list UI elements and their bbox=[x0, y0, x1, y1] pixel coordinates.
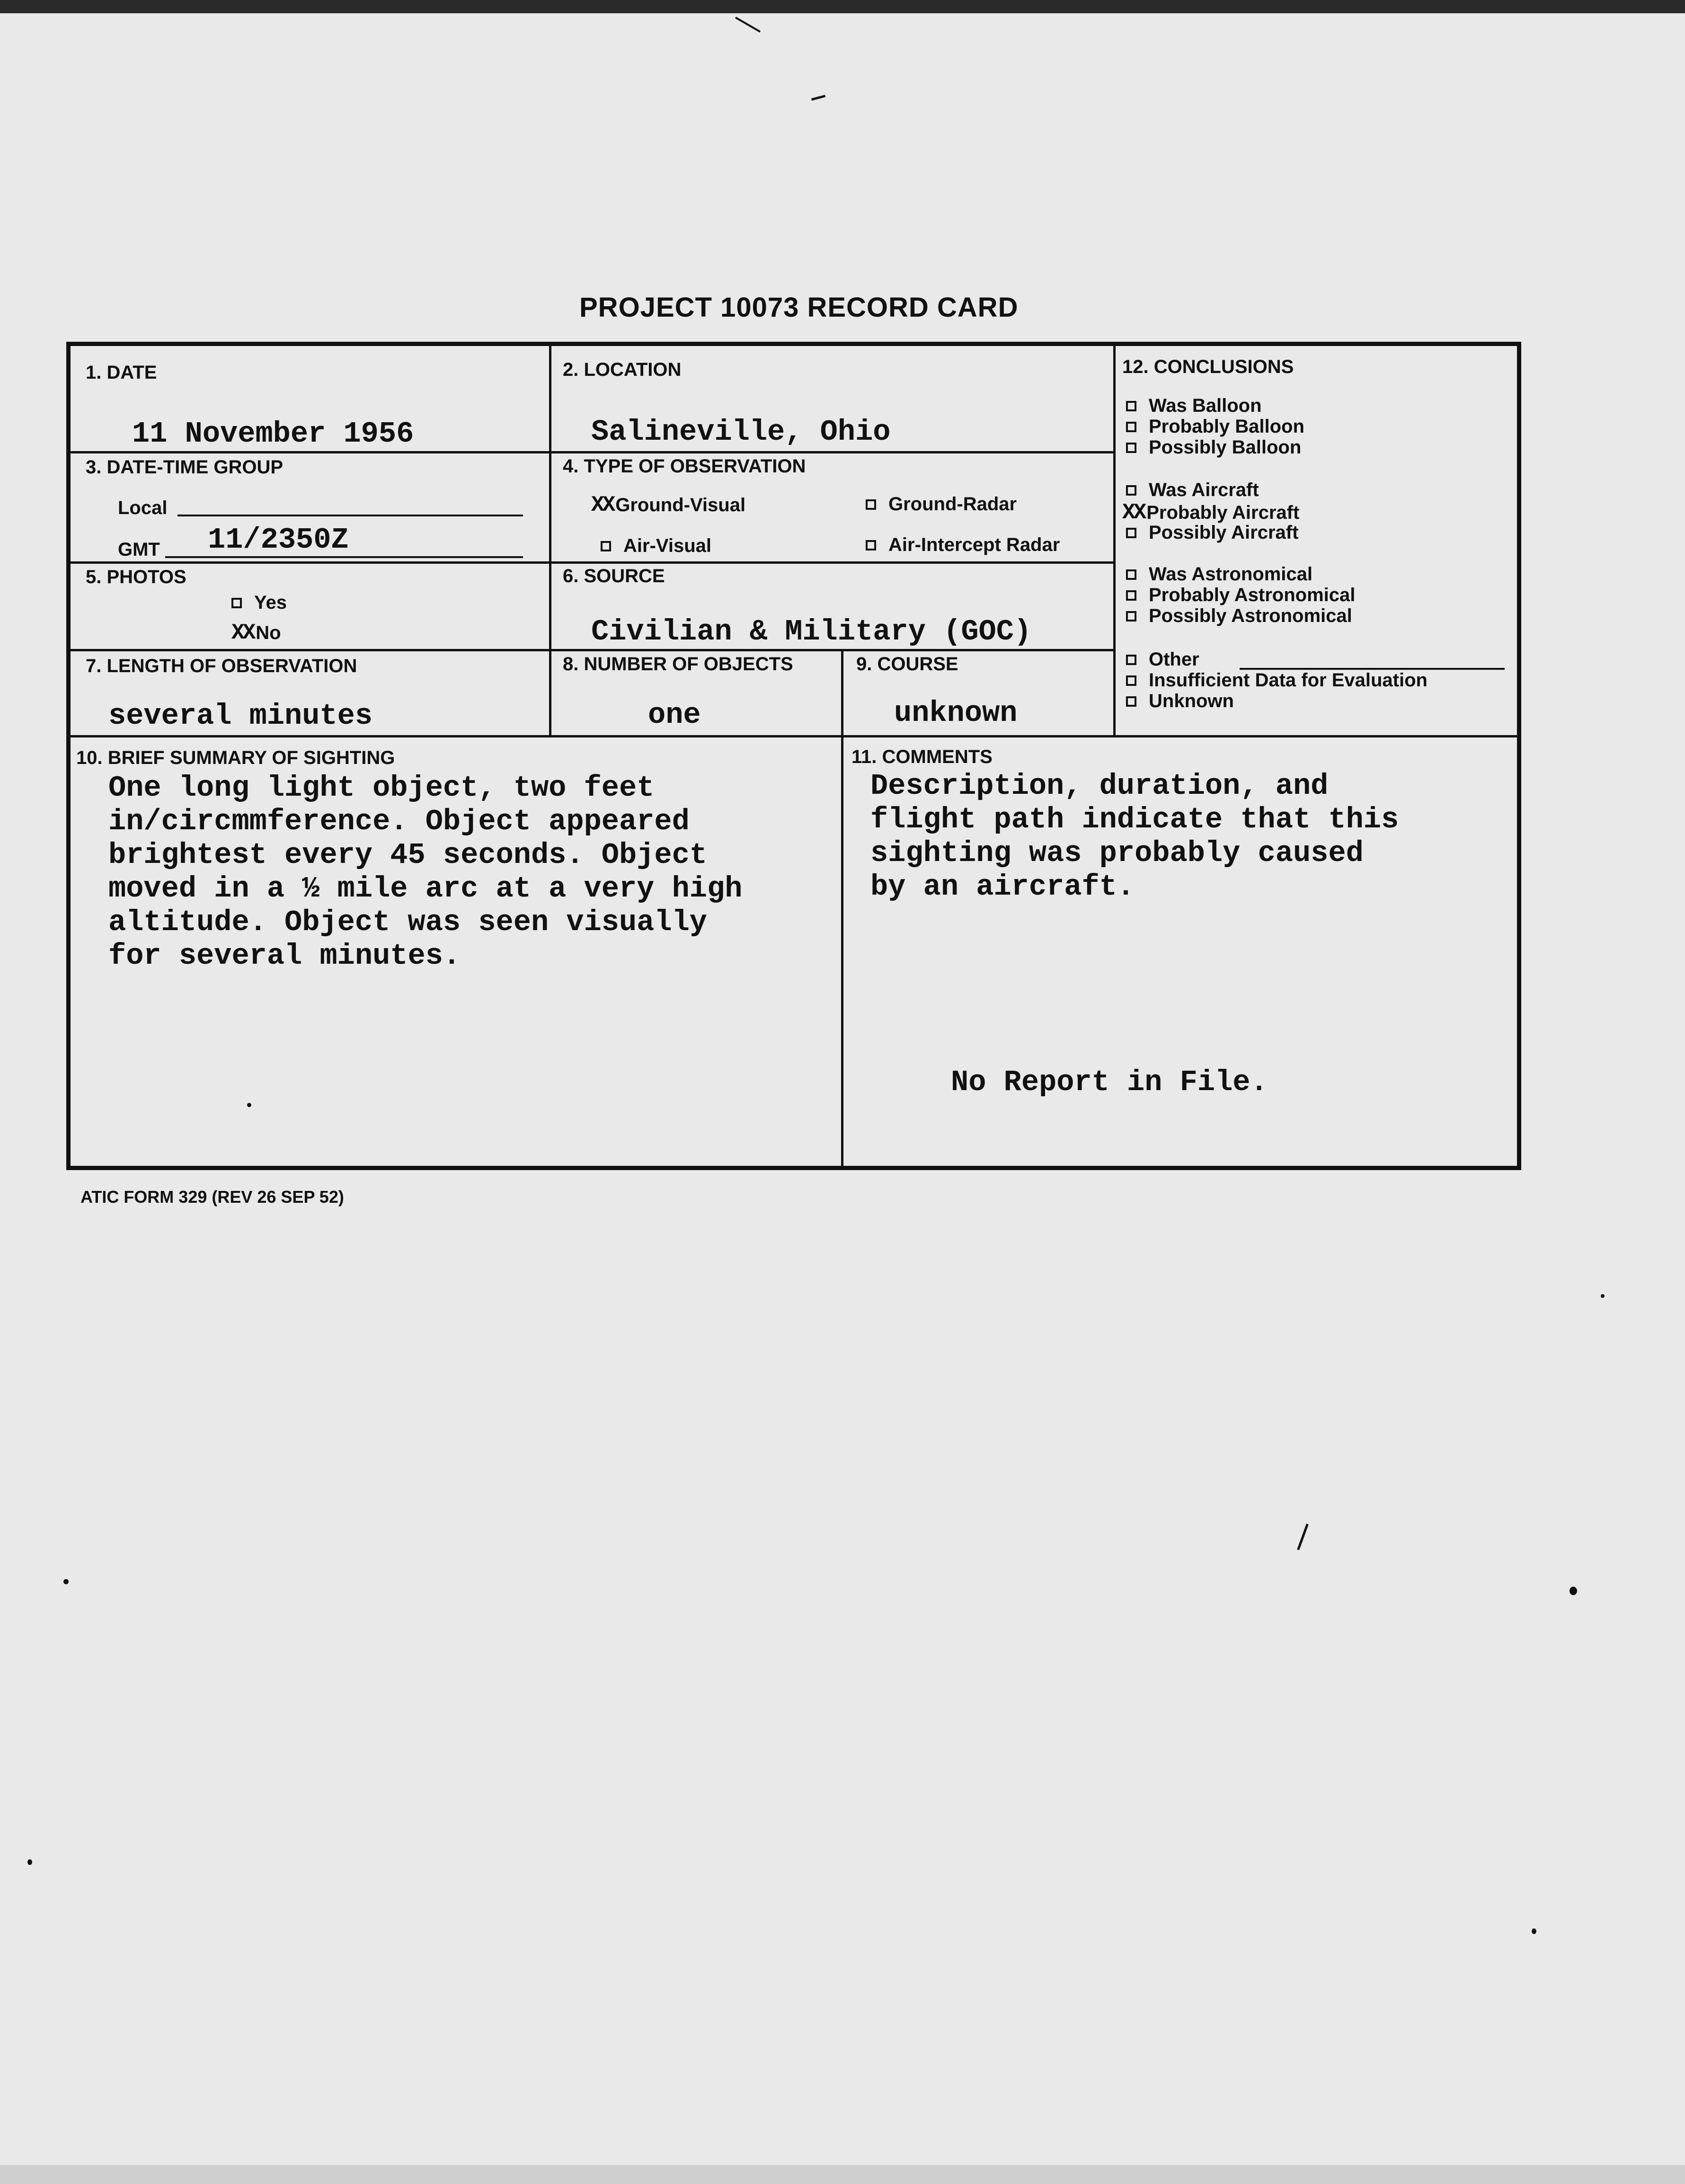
scan-top-edge bbox=[0, 0, 1685, 13]
air-intercept-radar-checkbox bbox=[866, 540, 876, 550]
photos-no-mark: XX bbox=[231, 621, 254, 645]
conclusion-possibly-astronomical bbox=[1126, 605, 1352, 627]
ground-visual-mark: XX bbox=[591, 493, 614, 517]
location-value: Salineville, Ohio bbox=[591, 415, 891, 449]
divider-col-c bbox=[1113, 346, 1116, 735]
unknown-checkbox bbox=[1126, 696, 1136, 707]
conclusion-unknown bbox=[1126, 691, 1234, 712]
summary-line: in/circmmference. Object appeared bbox=[108, 805, 690, 838]
comments-line: Description, duration, and bbox=[870, 769, 1329, 803]
option-ground-visual bbox=[591, 493, 745, 517]
probably-aircraft-mark: XX bbox=[1122, 500, 1145, 525]
conclusion-insufficient-data bbox=[1126, 670, 1428, 691]
probably-astronomical-checkbox bbox=[1126, 590, 1136, 601]
number-of-objects-label: 8. NUMBER OF OBJECTS bbox=[563, 654, 793, 675]
comments-line: by an aircraft. bbox=[870, 870, 1135, 904]
local-label: Local bbox=[118, 497, 168, 518]
divider-row-3 bbox=[71, 649, 1116, 651]
type-of-observation-label: 4. TYPE OF OBSERVATION bbox=[563, 456, 806, 477]
no-report-note: No Report in File. bbox=[951, 1065, 1268, 1099]
was-balloon-checkbox bbox=[1126, 401, 1136, 411]
length-of-observation-label: 7. LENGTH OF OBSERVATION bbox=[86, 656, 357, 676]
summary-line: moved in a ½ mile arc at a very high bbox=[108, 872, 743, 906]
unknown-label: Unknown bbox=[1149, 691, 1234, 711]
probably-balloon-checkbox bbox=[1126, 422, 1136, 432]
length-of-observation-value: several minutes bbox=[108, 699, 373, 733]
air-intercept-radar-label: Air-Intercept Radar bbox=[888, 534, 1060, 555]
conclusions-label: 12. CONCLUSIONS bbox=[1122, 356, 1294, 377]
course-value: unknown bbox=[894, 696, 1018, 730]
scan-scratch bbox=[811, 95, 825, 101]
scan-speck bbox=[27, 1859, 32, 1865]
comments-line: flight path indicate that this bbox=[870, 803, 1399, 836]
course-label: 9. COURSE bbox=[856, 654, 958, 675]
date-time-group-label: 3. DATE-TIME GROUP bbox=[86, 457, 284, 478]
conclusion-was-aircraft bbox=[1126, 479, 1259, 501]
other-label: Other bbox=[1149, 649, 1199, 670]
summary-line: altitude. Object was seen visually bbox=[108, 906, 708, 939]
gmt-label: GMT bbox=[118, 539, 160, 560]
conclusion-was-astronomical bbox=[1126, 564, 1313, 585]
option-photos-yes bbox=[231, 592, 287, 613]
option-ground-radar bbox=[866, 494, 1017, 515]
gmt-field-line bbox=[165, 556, 523, 558]
insufficient-data-label: Insufficient Data for Evaluation bbox=[1149, 670, 1428, 691]
form-identifier: ATIC FORM 329 (REV 26 SEP 52) bbox=[80, 1187, 344, 1207]
possibly-astronomical-checkbox bbox=[1126, 611, 1136, 621]
possibly-balloon-label: Possibly Balloon bbox=[1149, 437, 1302, 458]
conclusion-possibly-balloon bbox=[1126, 437, 1301, 458]
photos-yes-checkbox bbox=[231, 598, 242, 608]
local-field-line bbox=[177, 515, 523, 516]
divider-row-1 bbox=[71, 451, 1116, 453]
was-aircraft-checkbox bbox=[1126, 485, 1136, 496]
was-astronomical-label: Was Astronomical bbox=[1149, 564, 1313, 585]
divider-row-4 bbox=[71, 735, 1517, 737]
scan-bottom-edge bbox=[0, 2165, 1685, 2184]
scan-scratch bbox=[1297, 1524, 1309, 1550]
possibly-aircraft-label: Possibly Aircraft bbox=[1149, 522, 1299, 543]
summary-text bbox=[108, 771, 742, 973]
air-visual-checkbox bbox=[601, 541, 611, 551]
scan-speck bbox=[63, 1579, 69, 1584]
summary-line: One long light object, two feet bbox=[108, 771, 655, 805]
scan-scratch bbox=[735, 17, 761, 32]
ground-radar-checkbox bbox=[866, 499, 876, 510]
was-aircraft-label: Was Aircraft bbox=[1149, 479, 1259, 500]
summary-line: brightest every 45 seconds. Object bbox=[108, 838, 708, 872]
conclusion-probably-astronomical bbox=[1126, 585, 1355, 606]
divider-col-a bbox=[549, 346, 551, 654]
conclusion-other bbox=[1126, 649, 1199, 670]
possibly-aircraft-checkbox bbox=[1126, 528, 1136, 538]
photos-label: 5. PHOTOS bbox=[86, 567, 186, 587]
summary-line: for several minutes. bbox=[108, 939, 461, 973]
date-value: 11 November 1956 bbox=[132, 417, 414, 451]
was-balloon-label: Was Balloon bbox=[1149, 395, 1262, 416]
option-air-intercept-radar bbox=[866, 534, 1060, 556]
conclusion-probably-aircraft bbox=[1122, 500, 1299, 525]
scan-speck bbox=[247, 1103, 251, 1107]
scan-speck bbox=[1601, 1294, 1605, 1298]
probably-balloon-label: Probably Balloon bbox=[1149, 416, 1304, 437]
possibly-astronomical-label: Possibly Astronomical bbox=[1149, 605, 1352, 626]
source-value: Civilian & Military (GOC) bbox=[591, 615, 1032, 648]
comments-text bbox=[870, 769, 1399, 904]
divider-col-d bbox=[549, 649, 551, 735]
photos-yes-label: Yes bbox=[254, 592, 287, 613]
divider-row-2 bbox=[71, 561, 1116, 564]
comments-line: sighting was probably caused bbox=[870, 836, 1364, 870]
other-checkbox bbox=[1126, 655, 1136, 665]
divider-col-b bbox=[841, 649, 843, 1166]
was-astronomical-checkbox bbox=[1126, 569, 1136, 580]
option-air-visual bbox=[601, 535, 711, 557]
summary-label: 10. BRIEF SUMMARY OF SIGHTING bbox=[76, 747, 395, 768]
card-title: PROJECT 10073 RECORD CARD bbox=[579, 292, 1019, 323]
date-label: 1. DATE bbox=[86, 362, 157, 383]
record-card bbox=[66, 342, 1521, 1170]
conclusion-was-balloon bbox=[1126, 395, 1262, 417]
location-label: 2. LOCATION bbox=[563, 359, 682, 380]
possibly-balloon-checkbox bbox=[1126, 443, 1136, 453]
ground-visual-label: Ground-Visual bbox=[615, 494, 746, 515]
source-label: 6. SOURCE bbox=[563, 566, 665, 586]
conclusion-probably-balloon bbox=[1126, 416, 1304, 437]
conclusion-possibly-aircraft bbox=[1126, 522, 1298, 543]
insufficient-data-checkbox bbox=[1126, 675, 1136, 686]
scan-speck bbox=[1532, 1928, 1536, 1934]
probably-aircraft-label: Probably Aircraft bbox=[1146, 502, 1300, 523]
comments-label: 11. COMMENTS bbox=[851, 746, 993, 767]
scan-speck bbox=[1570, 1587, 1577, 1595]
gmt-value: 11/2350Z bbox=[208, 523, 349, 557]
ground-radar-label: Ground-Radar bbox=[888, 494, 1017, 515]
photos-no-label: No bbox=[256, 622, 281, 643]
probably-astronomical-label: Probably Astronomical bbox=[1149, 585, 1356, 605]
number-of-objects-value: one bbox=[648, 698, 701, 732]
air-visual-label: Air-Visual bbox=[623, 535, 711, 556]
option-photos-no bbox=[231, 621, 281, 645]
